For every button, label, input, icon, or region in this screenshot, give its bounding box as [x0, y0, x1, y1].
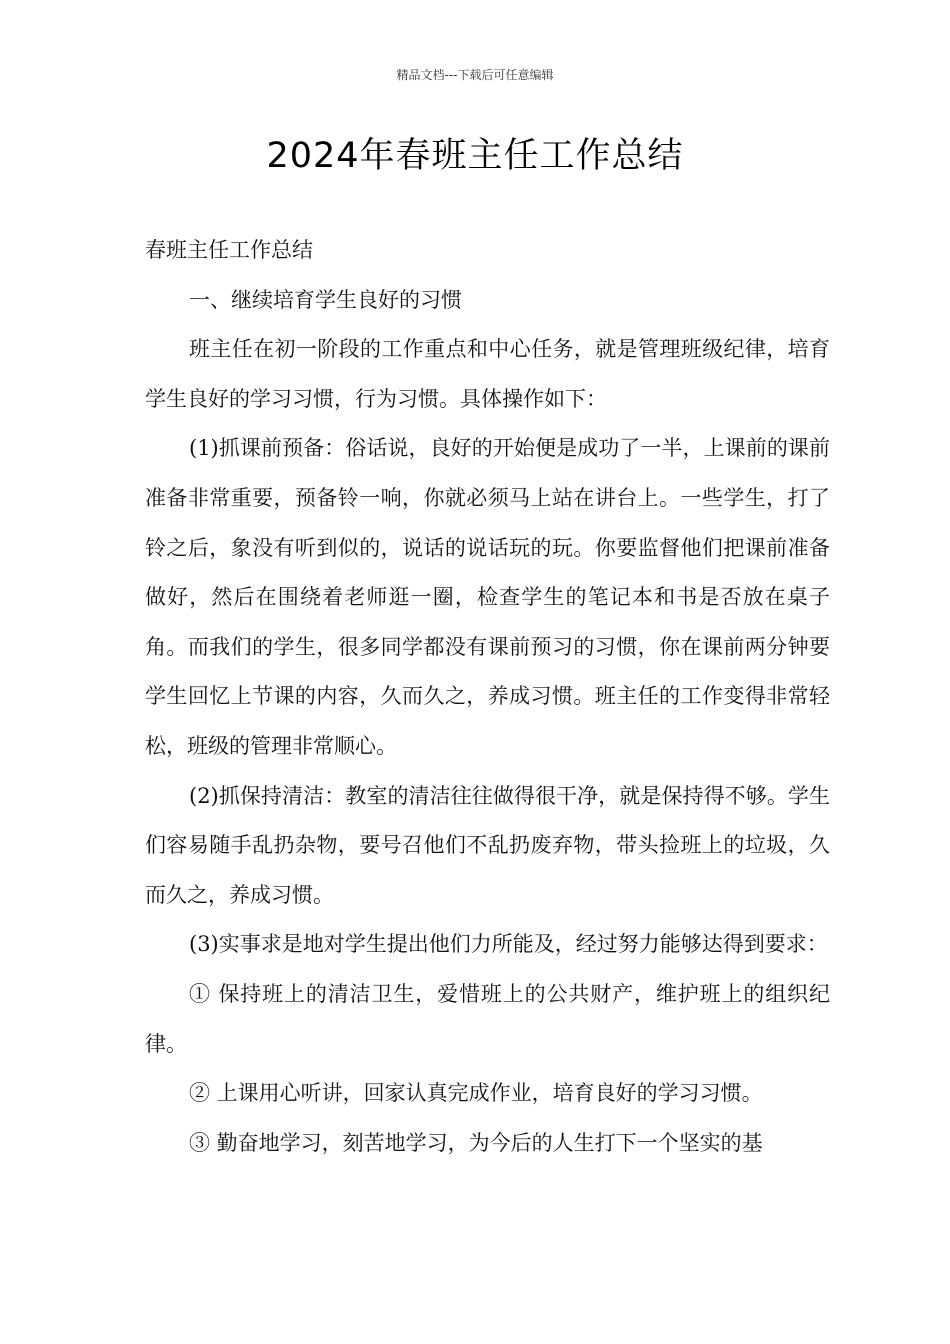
paragraph-item-3: (3)实事求是地对学生提出他们力所能及，经过努力能够达得到要求：: [189, 932, 828, 957]
list-item-1: ① 保持班上的清洁卫生，爱惜班上的公共财产，维护班上的组织纪律。: [145, 981, 830, 1056]
section-heading: 一、继续培育学生良好的习惯: [189, 287, 462, 312]
document-body: [145, 226, 830, 1168]
paragraph-item-1: (1)抓课前预备：俗话说，良好的开始便是成功了一半，上课前的课前准备非常重要，预备铃一响，你就必须马上站在讲台上。一些学生，打了铃之后，象没有听到似的，说话的说话玩的玩。你要监督他们把课前准备做好，然后在围绕着老师逛一圈，检查学生的笔记本和书是否放在桌子角。而我们的学生，很多同学都没有课前预习的习惯，你在课前两分钟要学生回忆上节课的内容，久而久之，养成习惯。班主任的工作变得非常轻松，班级的管理非常顺心。: [145, 436, 830, 758]
list-item-2: ② 上课用心听讲，回家认真完成作业，培育良好的学习习惯。: [189, 1081, 763, 1106]
subtitle-paragraph: 春班主任工作总结: [145, 238, 313, 262]
paragraph-item-2: (2)抓保持清洁：教室的清洁往往做得很干净，就是保持得不够。学生们容易随手乱扔杂物，要号召他们不乱扔废弃物，带头捡班上的垃圾，久而久之，养成习惯。: [145, 783, 830, 907]
document-title: 2024年春班主任工作总结: [266, 136, 684, 176]
intro-paragraph: 班主任在初一阶段的工作重点和中心任务，就是管理班级纪律，培育学生良好的学习习惯，行为习惯。具体操作如下：: [145, 337, 830, 411]
header-note: 精品文档---下载后可任意编辑: [396, 68, 554, 82]
list-item-3: ③ 勤奋地学习，刻苦地学习，为今后的人生打下一个坚实的基: [189, 1130, 763, 1155]
